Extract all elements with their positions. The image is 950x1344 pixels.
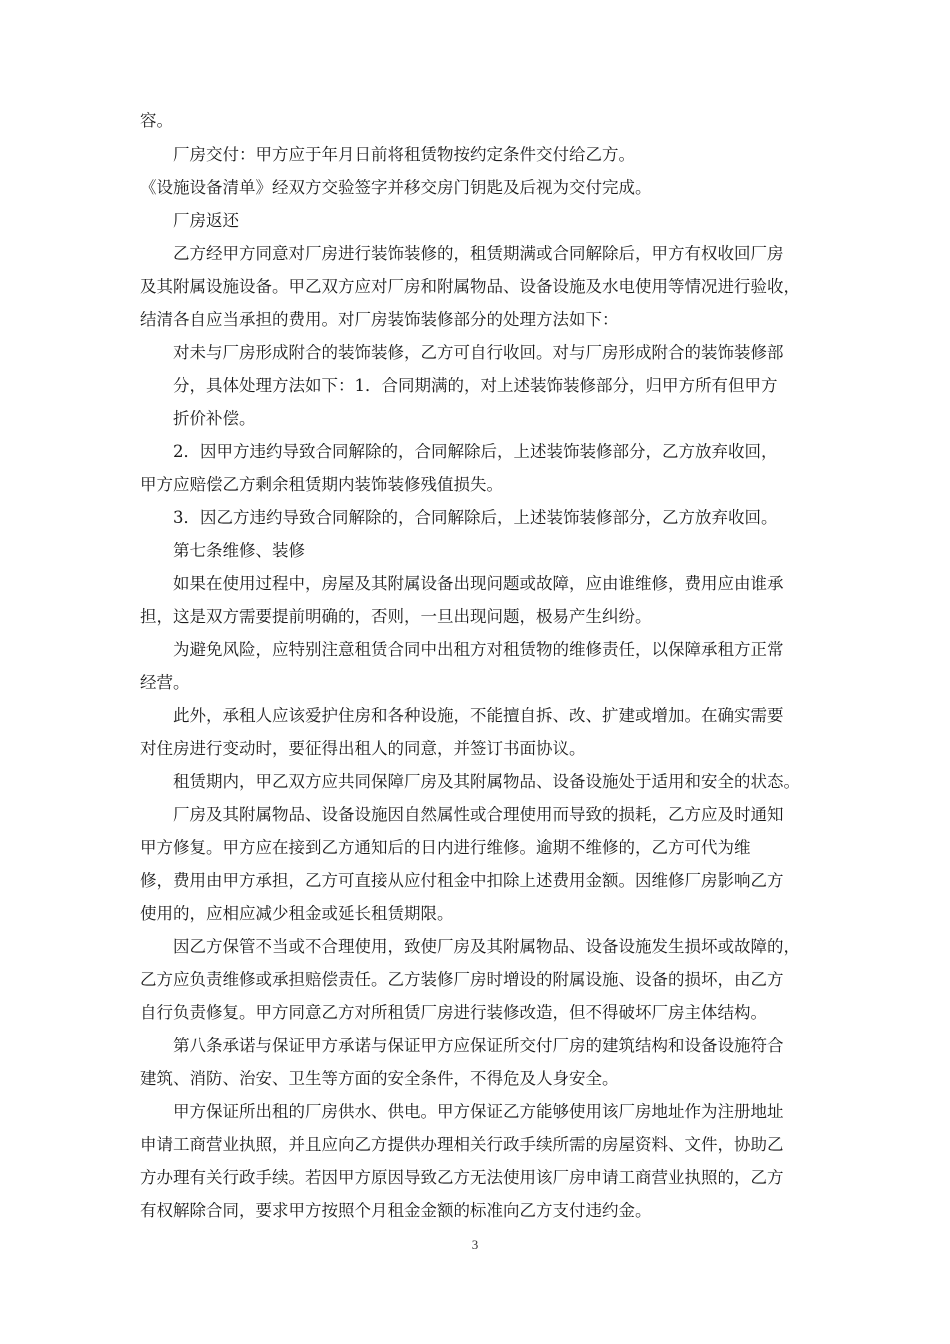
text-line: 为避免风险，应特别注意租赁合同中出租方对租赁物的维修责任，以保障承租方正常 [173,640,784,659]
text-line: 3．因乙方违约导致合同解除的，合同解除后，上述装饰装修部分，乙方放弃收回。 [173,508,778,527]
text-line: 有权解除合同，要求甲方按照个月租金金额的标准向乙方支付违约金。 [140,1201,652,1220]
text-line: 第八条承诺与保证甲方承诺与保证甲方应保证所交付厂房的建筑结构和设备设施符合 [173,1036,784,1055]
text-line: 建筑、消防、治安、卫生等方面的安全条件，不得危及人身安全。 [140,1069,619,1088]
text-line: 因乙方保管不当或不合理使用，致使厂房及其附属物品、设备设施发生损坏或故障的， [173,937,800,956]
text-line: 使用的，应相应减少租金或延长租赁期限。 [140,904,454,923]
text-line: 厂房及其附属物品、设备设施因自然属性或合理使用而导致的损耗，乙方应及时通知 [173,805,784,824]
text-line: 分，具体处理方法如下：1．合同期满的，对上述装饰装修部分，归甲方所有但甲方 [173,376,778,395]
text-line: 折价补偿。 [173,409,256,428]
text-line: 担，这是双方需要提前明确的，否则，一旦出现问题，极易产生纠纷。 [140,607,652,626]
text-line: 方办理有关行政手续。若因甲方原因导致乙方无法使用该厂房申请工商营业执照的，乙方 [140,1168,784,1187]
text-line: 对未与厂房形成附合的装饰装修，乙方可自行收回。对与厂房形成附合的装饰装修部 [173,343,784,362]
text-line: 甲方应赔偿乙方剩余租赁期内装饰装修残值损失。 [140,475,503,494]
text-line: 经营。 [140,673,190,692]
text-line: 2．因甲方违约导致合同解除的，合同解除后，上述装饰装修部分，乙方放弃收回， [173,442,778,461]
text-line: 结清各自应当承担的费用。对厂房装饰装修部分的处理方法如下： [140,310,619,329]
section-heading: 厂房返还 [173,211,239,230]
text-line: 自行负责修复。甲方同意乙方对所租赁厂房进行装修改造，但不得破坏厂房主体结构。 [140,1003,767,1022]
text-line: 乙方经甲方同意对厂房进行装饰装修的，租赁期满或合同解除后，甲方有权收回厂房 [173,244,784,263]
text-line: 租赁期内，甲乙双方应共同保障厂房及其附属物品、设备设施处于适用和安全的状态。 [173,772,800,791]
text-line: 厂房交付：甲方应于年月日前将租赁物按约定条件交付给乙方。 [173,145,635,164]
text-line: 申请工商营业执照，并且应向乙方提供办理相关行政手续所需的房屋资料、文件，协助乙 [140,1135,784,1154]
text-line: 甲方保证所出租的厂房供水、供电。甲方保证乙方能够使用该厂房地址作为注册地址 [173,1102,784,1121]
text-line: 甲方修复。甲方应在接到乙方通知后的日内进行维修。逾期不维修的，乙方可代为维 [140,838,751,857]
page-number: 3 [471,1237,479,1252]
text-line: 对住房进行变动时，要征得出租人的同意，并签订书面协议。 [140,739,586,758]
text-line: 乙方应负责维修或承担赔偿责任。乙方装修厂房时增设的附属设施、设备的损坏，由乙方 [140,970,784,989]
text-line: 如果在使用过程中，房屋及其附属设备出现问题或故障，应由谁维修，费用应由谁承 [173,574,784,593]
section-heading: 第七条维修、装修 [173,541,305,560]
text-line: 此外，承租人应该爱护住房和各种设施，不能擅自拆、改、扩建或增加。在确实需要 [173,706,784,725]
text-line: 容。 [140,111,173,130]
text-line: 及其附属设施设备。甲乙双方应对厂房和附属物品、设备设施及水电使用等情况进行验收， [140,277,800,296]
text-line: 《设施设备清单》经双方交验签字并移交房门钥匙及后视为交付完成。 [140,178,652,197]
text-line: 修，费用由甲方承担，乙方可直接从应付租金中扣除上述费用金额。因维修厂房影响乙方 [140,871,784,890]
